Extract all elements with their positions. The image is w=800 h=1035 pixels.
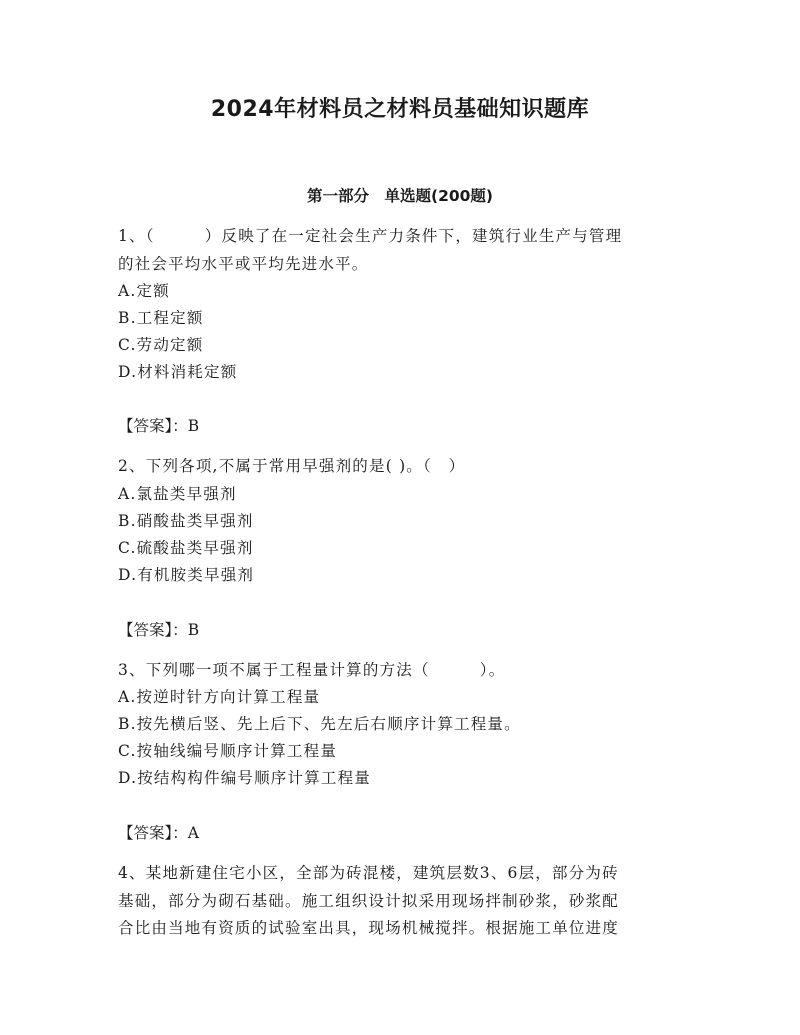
question-2-option-d: D.有机胺类早强剂 bbox=[118, 566, 255, 584]
question-1-option-c: C.劳动定额 bbox=[118, 336, 204, 354]
question-1-line-2: 的社会平均水平或平均先进水平。 bbox=[118, 255, 369, 273]
question-3-option-a: A.按逆时针方向计算工程量 bbox=[118, 688, 321, 706]
question-1-option-d: D.材料消耗定额 bbox=[118, 363, 238, 381]
answer-label: 【答案】： bbox=[118, 417, 188, 435]
question-4-line-3: 合比由当地有资质的试验室出具，现场机械搅拌。根据施工单位进度 bbox=[118, 919, 620, 937]
question-1-option-a: A.定额 bbox=[118, 282, 170, 300]
question-4-line-1: 4、某地新建住宅小区，全部为砖混楼，建筑层数3、6层，部分为砖 bbox=[118, 864, 619, 882]
question-3-answer bbox=[118, 823, 199, 843]
question-2-option-a: A.氯盐类早强剂 bbox=[118, 485, 237, 503]
answer-label: 【答案】： bbox=[118, 824, 188, 842]
answer-value: A bbox=[187, 824, 199, 842]
question-3-option-b: B.按先横后竖、先上后下、先左后右顺序计算工程量。 bbox=[118, 715, 521, 733]
question-3-line-1: 3、下列哪一项不属于工程量计算的方法（ ）。 bbox=[118, 661, 506, 679]
answer-value: B bbox=[187, 621, 200, 639]
question-2-line-1: 2、下列各项,不属于常用早强剂的是( )。（ ） bbox=[118, 457, 466, 475]
section-title: 第一部分 单选题(200题) bbox=[306, 187, 494, 205]
question-1-answer bbox=[118, 416, 199, 436]
question-2-option-c: C.硫酸盐类早强剂 bbox=[118, 539, 254, 557]
question-1-line-1: 1、（ ）反映了在一定社会生产力条件下，建筑行业生产与管理 bbox=[118, 227, 623, 245]
question-3-option-d: D.按结构构件编号顺序计算工程量 bbox=[118, 769, 372, 787]
question-1-option-b: B.工程定额 bbox=[118, 309, 204, 327]
document-title: 2024年材料员之材料员基础知识题库 bbox=[210, 97, 590, 122]
question-2-answer bbox=[118, 620, 199, 640]
question-4-line-2: 基础，部分为砌石基础。施工组织设计拟采用现场拌制砂浆，砂浆配 bbox=[118, 892, 620, 910]
answer-label: 【答案】： bbox=[118, 621, 188, 639]
question-3-option-c: C.按轴线编号顺序计算工程量 bbox=[118, 742, 338, 760]
question-2-option-b: B.硝酸盐类早强剂 bbox=[118, 512, 254, 530]
answer-value: B bbox=[187, 417, 200, 435]
